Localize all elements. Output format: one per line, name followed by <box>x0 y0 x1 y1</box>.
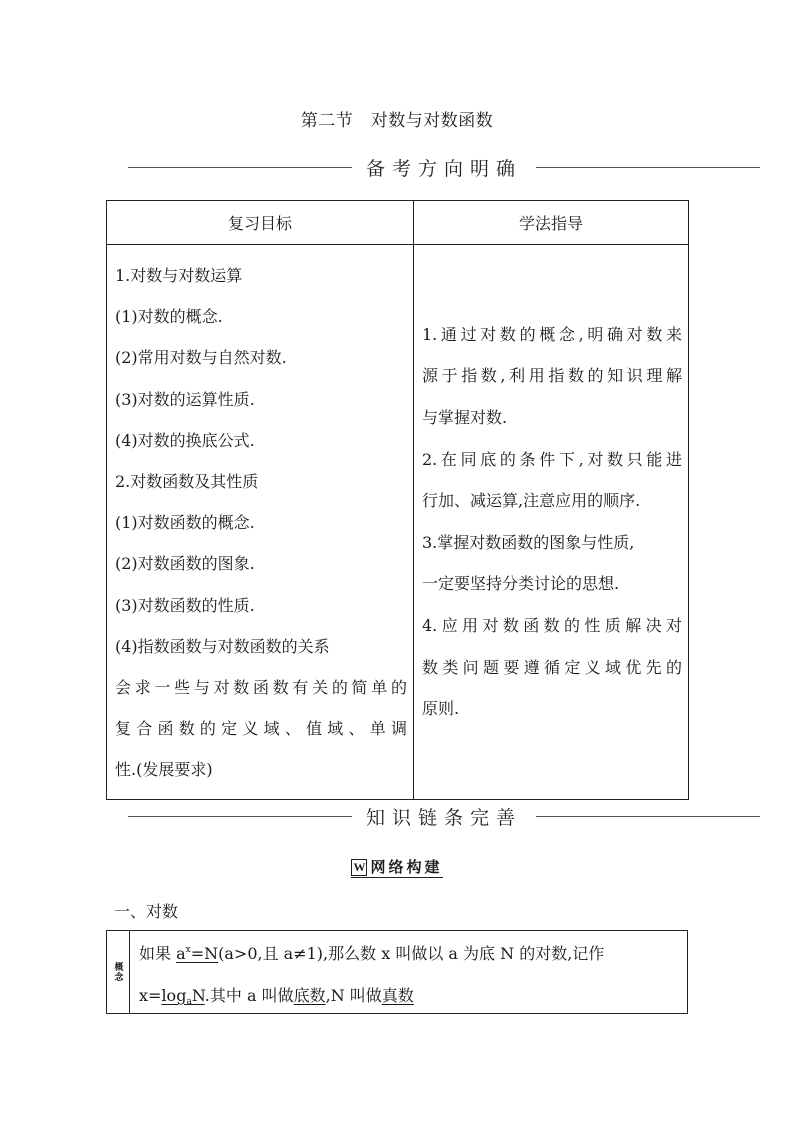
goal-line: 2.对数函数及其性质 <box>115 472 259 492</box>
goal-line: 复合函数的定义域、值域、单调 <box>115 719 407 739</box>
banner-text: 知识链条完善 <box>365 807 522 829</box>
goals-table <box>106 200 689 800</box>
goal-line: 1.对数与对数运算 <box>115 266 243 285</box>
section-banner-knowledge-chain <box>128 803 760 831</box>
definition-box <box>106 930 688 1014</box>
log-formula <box>161 986 204 1005</box>
guidance-line: 1.通过对数的概念,明确对数来 <box>422 324 682 344</box>
section-heading-logarithm: 一、对数 <box>114 902 179 921</box>
network-construction-heading <box>0 857 794 878</box>
definition-body <box>139 933 679 1017</box>
guidance-line: 数类问题要遵循定义域优先的 <box>422 657 682 677</box>
exp-formula <box>176 944 218 963</box>
banner-rule-left <box>128 167 352 168</box>
goal-line: 性.(发展要求) <box>115 760 213 780</box>
guidance-line: 与掌握对数. <box>422 408 508 428</box>
guidance-line: 原则. <box>422 699 460 719</box>
goal-line: 会求一些与对数函数有关的简单的 <box>115 678 407 698</box>
formula-rest: =N <box>190 944 219 963</box>
banner-text: 备考方向明确 <box>365 158 522 180</box>
guidance-line: 4.应用对数函数的性质解决对 <box>422 616 682 635</box>
banner-rule-right <box>536 167 760 168</box>
def-text: x= <box>139 986 162 1005</box>
def-text: (a>0,且 a≠1),那么数 x 叫做以 a 为底 N 的对数,记作 <box>218 944 605 963</box>
term-base: 底数 <box>293 986 326 1005</box>
page-title: 第二节 对数与对数函数 <box>300 111 494 131</box>
guidance-line: 一定要坚持分类讨论的思想. <box>422 574 620 594</box>
log-base: a <box>186 997 192 1007</box>
banner-rule-right <box>536 816 760 817</box>
guidance-line: 3.掌握对数函数的图象与性质, <box>422 532 635 552</box>
def-text: .其中 a 叫做 <box>204 986 294 1005</box>
review-goals-cell <box>107 245 414 800</box>
header-study-guidance: 学法指导 <box>414 201 689 245</box>
formula-base: a <box>176 944 186 963</box>
formula-exponent: x <box>185 945 191 955</box>
guidance-line: 行加、减运算,注意应用的顺序. <box>422 491 641 511</box>
goals-table-header-row <box>107 201 689 245</box>
goal-line: (2)常用对数与自然对数. <box>115 348 287 368</box>
definition-line-2 <box>139 975 679 1017</box>
goal-line: (4)对数的换底公式. <box>115 430 255 450</box>
goal-line: (1)对数函数的概念. <box>115 513 255 533</box>
goal-line: (3)对数函数的性质. <box>115 595 255 615</box>
goal-line: (1)对数的概念. <box>115 307 223 327</box>
log-word: log <box>161 986 187 1005</box>
goal-line: (3)对数的运算性质. <box>115 389 255 409</box>
header-review-goals: 复习目标 <box>107 201 414 245</box>
def-text: ,N 叫做 <box>325 986 382 1005</box>
term-antilog: 真数 <box>381 986 414 1005</box>
guidance-line: 2.在同底的条件下,对数只能进 <box>422 449 682 469</box>
guidance-line: 源于指数,利用指数的知识理解 <box>422 366 682 386</box>
section-banner-exam-direction <box>128 154 760 182</box>
goals-table-body-row <box>107 245 689 800</box>
subhead-box <box>351 857 442 878</box>
goal-line: (2)对数函数的图象. <box>115 554 255 574</box>
log-argument: N <box>191 986 205 1005</box>
subhead-label: 网络构建 <box>370 858 443 876</box>
study-guidance-cell <box>414 245 689 800</box>
goal-line: (4)指数函数与对数函数的关系 <box>115 636 330 656</box>
banner-rule-left <box>128 816 352 817</box>
definition-tag: 概念 <box>107 931 130 1013</box>
definition-line-1 <box>139 933 679 975</box>
def-text: 如果 <box>139 944 177 963</box>
w-logo-icon: W <box>353 860 366 874</box>
